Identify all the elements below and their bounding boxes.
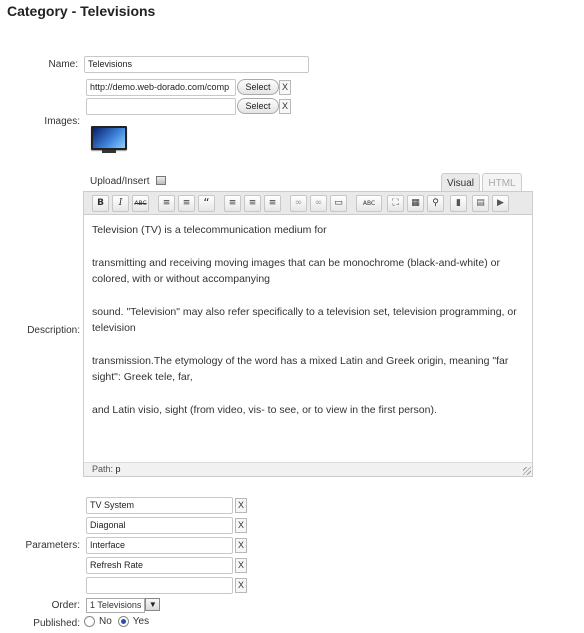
tv-screen (91, 126, 127, 150)
find-icon[interactable]: ⚲ (427, 195, 444, 212)
parameter-input-1[interactable]: TV System (86, 497, 233, 514)
unlink-icon[interactable]: ∞ (310, 195, 327, 212)
parameter-remove-button-2[interactable]: X (235, 518, 247, 533)
tab-visual[interactable]: Visual (441, 173, 480, 193)
description-paragraph: Television (TV) is a telecommunication medium for (92, 224, 327, 236)
published-radio-group (84, 616, 149, 627)
parameter-remove-button-3[interactable]: X (235, 538, 247, 553)
strikethrough-icon[interactable]: ABC (132, 195, 149, 212)
tab-html[interactable]: HTML (482, 173, 522, 193)
media-icon[interactable]: ▮ (450, 195, 467, 212)
italic-icon[interactable]: I (112, 195, 129, 212)
parameter-remove-button-4[interactable]: X (235, 558, 247, 573)
image-remove-button-2[interactable]: X (279, 99, 291, 114)
resize-handle-icon[interactable] (523, 467, 531, 475)
bold-icon[interactable]: B (92, 195, 109, 212)
order-label: Order: (51, 600, 80, 611)
align-left-icon[interactable]: ≡ (224, 195, 241, 212)
media-upload-icon (156, 176, 166, 185)
editor-toolbar (84, 192, 532, 215)
video-icon[interactable]: ▶ (492, 195, 509, 212)
description-paragraph: sound. "Television" may also refer specifically to a television set, television programming, or television (92, 306, 517, 334)
upload-insert-label: Upload/Insert (90, 176, 150, 187)
kitchen-sink-icon[interactable]: ▦ (407, 195, 424, 212)
image-remove-button-1[interactable]: X (279, 80, 291, 95)
parameter-input-4[interactable]: Refresh Rate (86, 557, 233, 574)
parameter-remove-button-5[interactable]: X (235, 578, 247, 593)
parameter-input-5[interactable] (86, 577, 233, 594)
editor-statusbar (84, 462, 532, 476)
published-no-radio[interactable] (84, 616, 95, 627)
blockquote-icon[interactable]: “ (198, 195, 215, 212)
align-right-icon[interactable]: ≡ (264, 195, 281, 212)
images-label: Images: (44, 116, 80, 127)
numbered-list-icon[interactable]: ≡ (178, 195, 195, 212)
description-label: Description: (27, 325, 80, 336)
chevron-down-icon: ▼ (145, 598, 160, 611)
published-yes-radio[interactable] (118, 616, 129, 627)
name-input[interactable]: Televisions (84, 56, 309, 73)
image-select-button-1[interactable]: Select (237, 79, 279, 95)
order-select[interactable] (86, 598, 160, 613)
tv-thumbnail-icon[interactable] (91, 126, 127, 153)
fullscreen-icon[interactable]: ⛶ (387, 195, 404, 212)
link-icon[interactable]: ∞ (290, 195, 307, 212)
upload-insert-link[interactable] (90, 176, 166, 187)
page-title: Category - Televisions (7, 3, 156, 19)
parameter-input-3[interactable]: Interface (86, 537, 233, 554)
published-no-label: No (99, 616, 112, 627)
order-selected-value: 1 Televisions (86, 598, 145, 613)
path-label: Path: (92, 464, 114, 474)
published-label: Published: (33, 618, 80, 629)
parameters-label: Parameters: (25, 540, 80, 551)
gallery-icon[interactable]: ▤ (472, 195, 489, 212)
more-tag-icon[interactable]: ▭ (330, 195, 347, 212)
tv-stand (102, 150, 116, 153)
image-select-button-2[interactable]: Select (237, 98, 279, 114)
bullet-list-icon[interactable]: ≡ (158, 195, 175, 212)
description-paragraph: transmitting and receiving moving images that can be monochrome (black-and-white) or colored, with or without accompanying (92, 257, 500, 285)
path-value[interactable]: p (115, 464, 121, 474)
image-url-input-2[interactable] (86, 98, 236, 115)
align-center-icon[interactable]: ≡ (244, 195, 261, 212)
parameter-remove-button-1[interactable]: X (235, 498, 247, 513)
parameter-input-2[interactable]: Diagonal (86, 517, 233, 534)
name-label: Name: (48, 59, 78, 70)
editor-content[interactable] (92, 222, 524, 435)
spellcheck-icon[interactable]: ABC (356, 195, 382, 212)
image-url-input-1[interactable]: http://demo.web-dorado.com/comp (86, 79, 236, 96)
description-paragraph: and Latin visio, sight (from video, vis- to see, or to view in the first person). (92, 404, 437, 416)
published-yes-label: Yes (132, 616, 150, 627)
description-paragraph: transmission.The etymology of the word has a mixed Latin and Greek origin, meaning "far sight": Greek tele, far, (92, 355, 509, 383)
description-editor[interactable] (83, 191, 533, 477)
